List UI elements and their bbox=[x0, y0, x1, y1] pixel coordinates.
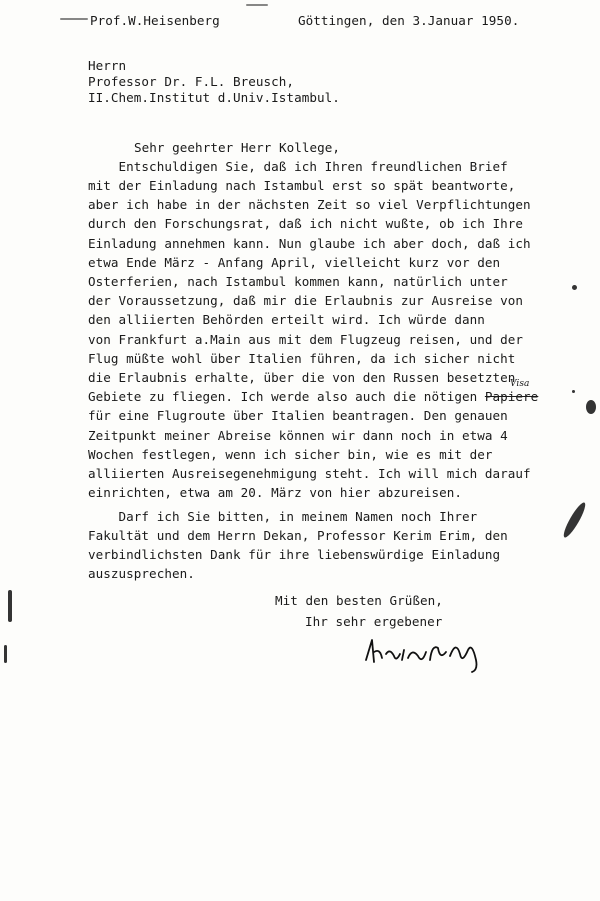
body-line: durch den Forschungsrat, daß ich nicht wußte, ob ich Ihre bbox=[88, 216, 524, 231]
recipient-line-3: II.Chem.Institut d.Univ.Istambul. bbox=[88, 90, 340, 105]
body-line: Darf ich Sie bitten, in meinem Namen noch Ihrer bbox=[88, 509, 478, 524]
scan-mark bbox=[8, 590, 12, 622]
place-date: Göttingen, den 3.Januar 1950. bbox=[298, 13, 520, 28]
body-line: Fakultät und dem Herrn Dekan, Professor Kerim Erim, den bbox=[88, 528, 508, 543]
body-line: auszusprechen. bbox=[88, 566, 195, 581]
body-line: Zeitpunkt meiner Abreise können wir dann noch in etwa 4 bbox=[88, 428, 508, 443]
scan-mark bbox=[561, 500, 589, 539]
signature-scribble bbox=[360, 630, 500, 675]
scan-mark bbox=[572, 390, 575, 393]
body-line: mit der Einladung nach Istambul erst so spät beantworte, bbox=[88, 178, 516, 193]
scan-mark bbox=[586, 400, 596, 414]
body-line: Osterferien, nach Istambul kommen kann, natürlich unter bbox=[88, 274, 508, 289]
body-line: alliierten Ausreisegenehmigung steht. Ich will mich darauf bbox=[88, 466, 531, 481]
scan-mark bbox=[572, 285, 577, 290]
body-line: für eine Flugroute über Italien beantragen. Den genauen bbox=[88, 408, 508, 423]
body-line: Einladung annehmen kann. Nun glaube ich aber doch, daß ich bbox=[88, 236, 531, 251]
body-line: etwa Ende März - Anfang April, vielleicht kurz vor den bbox=[88, 255, 501, 270]
body-line: Wochen festlegen, wenn ich sicher bin, wie es mit der bbox=[88, 447, 493, 462]
closing-greeting: Mit den besten Grüßen, bbox=[275, 593, 443, 608]
body-line bbox=[88, 391, 538, 404]
sender-name: Prof.W.Heisenberg bbox=[90, 13, 220, 28]
struck-word: Papiere bbox=[484, 389, 539, 404]
body-line: den alliierten Behörden erteilt wird. Ich würde dann bbox=[88, 312, 485, 327]
body-line: aber ich habe in der nächsten Zeit so viel Verpflichtungen bbox=[88, 197, 531, 212]
body-line: von Frankfurt a.Main aus mit dem Flugzeug reisen, und der bbox=[88, 332, 524, 347]
salutation: Sehr geehrter Herr Kollege, bbox=[134, 140, 341, 155]
body-line: Entschuldigen Sie, daß ich Ihren freundlichen Brief bbox=[88, 159, 508, 174]
closing-signoff: Ihr sehr ergebener bbox=[305, 614, 443, 629]
body-line: verbindlichsten Dank für ihre liebenswürdige Einladung bbox=[88, 547, 501, 562]
scan-mark bbox=[4, 645, 7, 663]
body-line: einrichten, etwa am 20. März von hier abzureisen. bbox=[88, 485, 462, 500]
recipient-line-1: Herrn bbox=[88, 58, 127, 73]
recipient-line-2: Professor Dr. F.L. Breusch, bbox=[88, 74, 295, 89]
scan-mark bbox=[246, 4, 268, 6]
scan-mark bbox=[60, 18, 88, 20]
body-line: die Erlaubnis erhalte, über die von den Russen besetzten bbox=[88, 370, 516, 385]
body-line-text: Gebiete zu fliegen. Ich werde also auch die nötigen bbox=[88, 389, 485, 404]
handwritten-insert: Visa bbox=[510, 379, 530, 389]
body-line: Flug müßte wohl über Italien führen, da ich sicher nicht bbox=[88, 351, 516, 366]
body-line: der Voraussetzung, daß mir die Erlaubnis zur Ausreise von bbox=[88, 293, 524, 308]
